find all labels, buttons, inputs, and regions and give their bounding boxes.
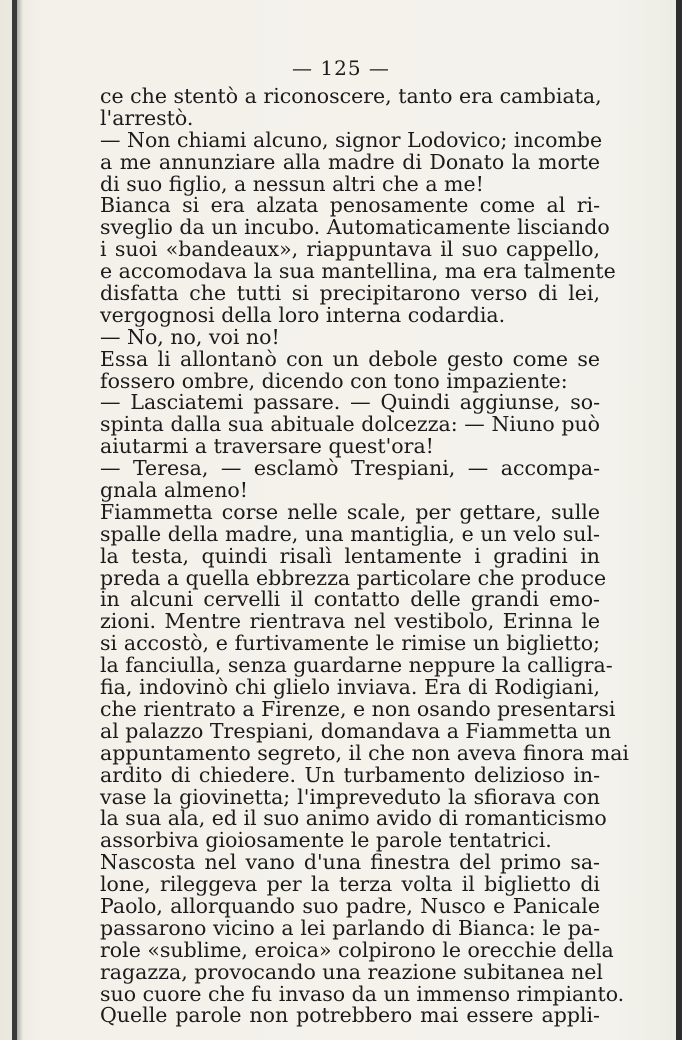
text-line: preda a quella ebbrezza particolare che produce — [100, 565, 607, 590]
text-line: Nascosta nel vano d'una finestra del primo sa- — [100, 850, 600, 875]
text-line: la testa, quindi risalì lentamente i gradini in — [100, 543, 600, 568]
text-line: Quelle parole non potrebbero mai essere appli- — [100, 1003, 600, 1028]
text-line: passarono vicino a lei parlando di Bianca: le pa- — [100, 915, 600, 940]
text-line: appuntamento segreto, il che non aveva finora mai — [100, 740, 629, 765]
text-line: spinta dalla sua abituale dolcezza: — Niuno può — [100, 412, 600, 437]
text-line: di suo figlio, a nessun altri che a me! — [100, 171, 484, 196]
text-line: assorbiva gioiosamente le parole tentatrici. — [100, 828, 552, 853]
text-line: i suoi «bandeaux», riappuntava il suo cappello, — [100, 237, 600, 262]
text-line: lone, rileggeva per la terza volta il biglietto di — [100, 872, 600, 897]
text-line: Fiammetta corse nelle scale, per gettare, sulle — [100, 499, 600, 524]
text-line: ragazza, provocando una reazione subitanea nel — [100, 959, 603, 984]
text-line: Essa li allontanò con un debole gesto come se — [100, 346, 600, 371]
text-line: fia, indovinò chi glielo inviava. Era di Rodigiani, — [100, 675, 600, 700]
text-line: disfatta che tutti si precipitarono verso di lei, — [100, 281, 600, 306]
text-line: — Lasciatemi passare. — Quindi aggiunse, so- — [100, 390, 600, 415]
page-number: — 125 — — [292, 56, 390, 80]
text-line: Bianca si era alzata penosamente come al ri- — [100, 193, 600, 218]
text-line: fossero ombre, dicendo con tono impaziente: — [100, 368, 568, 393]
text-line: ce che stentò a riconoscere, tanto era cambiata, — [100, 84, 602, 108]
text-line: la fanciulla, senza guardarne neppure la calligra- — [100, 653, 613, 678]
text-line: l'arrestò. — [100, 105, 194, 130]
text-line: gnala almeno! — [100, 478, 248, 503]
text-line: che rientrato a Firenze, e non osando presentarsi — [100, 696, 616, 721]
text-line: vase la giovinetta; l'impreveduto la sfiorava con — [100, 784, 600, 809]
text-line: sveglio da un incubo. Automaticamente lisciando — [100, 215, 610, 240]
text-line: vergognosi della loro interna codardia. — [100, 302, 506, 327]
text-line: la sua ala, ed il suo animo avido di romanticismo — [100, 806, 607, 831]
text-line: — No, no, voi no! — [100, 324, 280, 349]
text-line: si accostò, e furtivamente le rimise un biglietto; — [100, 631, 600, 656]
text-line: zioni. Mentre rientrava nel vestibolo, Erinna le — [100, 609, 600, 634]
body-text — [100, 84, 629, 1028]
text-line: role «sublime, eroica» colpirono le orecchie della — [100, 937, 614, 962]
text-line: ardito di chiedere. Un turbamento delizioso in- — [100, 762, 600, 787]
binding-shadow — [17, 0, 23, 1040]
text-line: a me annunziare alla madre di Donato la morte — [100, 149, 600, 174]
text-line: — Teresa, — esclamò Trespiani, — accompa- — [100, 456, 600, 481]
text-line: spalle della madre, una mantiglia, e un velo sul- — [100, 521, 600, 546]
text-line: in alcuni cervelli il contatto delle grandi emo- — [100, 587, 600, 612]
text-line: aiutarmi a traversare quest'ora! — [100, 434, 434, 459]
text-line: al palazzo Trespiani, domandava a Fiammetta un — [100, 718, 612, 743]
text-line: — Non chiami alcuno, signor Lodovico; incombe — [100, 127, 603, 152]
text-line: e accomodava la sua mantellina, ma era talmente — [100, 259, 616, 284]
page-right-edge — [676, 0, 682, 1040]
text-line: suo cuore che fu invaso da un immenso rimpianto. — [100, 981, 625, 1006]
text-line: Paolo, allorquando suo padre, Nusco e Panicale — [100, 893, 600, 918]
